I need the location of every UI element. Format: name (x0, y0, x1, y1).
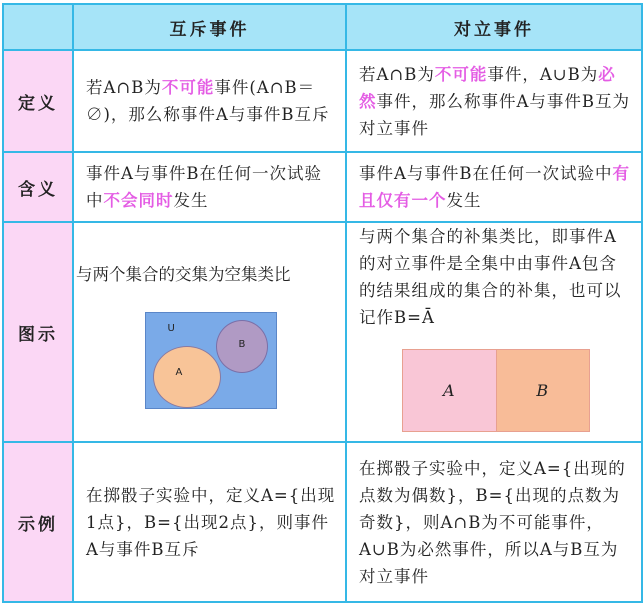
text-segment: 若A∩B为 (359, 64, 435, 84)
text-segment: 在掷骰子实验中，定义A={出现的点数为偶数}，B={出现的点数为奇数}，则A∩B为不可能事件，A∪B为必然事件，所以A与B互为对立事件 (359, 458, 626, 586)
set-a-label: A (175, 367, 184, 378)
cell-left (73, 152, 346, 222)
venn-diagram (145, 312, 277, 409)
highlighted-text: 不可能 (161, 78, 215, 97)
row-label: 图示 (3, 222, 73, 442)
universe-label: U (167, 323, 176, 334)
cell-text (76, 261, 345, 288)
row-label: 定义 (3, 50, 73, 152)
row-label: 示例 (3, 442, 73, 602)
text-segment: 事件，A∪B为 (487, 64, 599, 84)
cell-left (73, 442, 346, 602)
cell-right (346, 50, 642, 152)
text-segment: 在掷骰子实验中，定义A={出现1点}，B={出现2点}，则事件A与事件B互斥 (86, 485, 336, 559)
header-mutually-exclusive: 互斥事件 (73, 4, 346, 50)
highlighted-text: 有且仅有一个 (359, 164, 631, 210)
text-segment: 发生 (173, 191, 209, 210)
set-a-region: A (403, 350, 497, 431)
table-row-diagram (3, 222, 642, 442)
table-row-definition (3, 50, 642, 152)
header-row (3, 4, 642, 50)
cell-text (359, 223, 633, 331)
cell-left (73, 50, 346, 152)
set-b-circle (216, 320, 268, 373)
text-segment: 发生 (446, 191, 482, 210)
table-row-meaning (3, 152, 642, 222)
set-b-region: B (497, 350, 590, 431)
highlighted-text: 不可能 (434, 64, 488, 84)
header-complementary: 对立事件 (346, 4, 642, 50)
highlighted-text: 必然 (359, 64, 616, 111)
text-segment: 若A∩B为 (86, 78, 162, 97)
highlighted-text: 不会同时 (103, 191, 174, 210)
corner-cell (3, 4, 73, 50)
table-row-example (3, 442, 642, 602)
cell-right (346, 442, 642, 602)
text-segment: 事件(A∩B＝∅)，那么称事件A与事件B互斥 (86, 78, 330, 124)
text-segment: 与两个集合的交集为空集类比 (76, 265, 291, 284)
cell-right (346, 222, 642, 442)
text-segment: 与两个集合的补集类比，即事件A的对立事件是全集中由事件A包含的结果组成的集合的补集，也可以记作B=Ā (359, 227, 622, 327)
text-segment: 事件，那么称事件A与事件B互为对立事件 (359, 91, 631, 138)
text-segment: 事件A与事件B在任何一次试验中 (86, 164, 323, 210)
comparison-table (2, 3, 643, 603)
set-a-circle (153, 346, 221, 408)
row-label: 含义 (3, 152, 73, 222)
complement-diagram (402, 349, 590, 432)
text-segment: 事件A与事件B在任何一次试验中 (359, 164, 613, 183)
cell-left (73, 222, 346, 442)
cell-right (346, 152, 642, 222)
set-b-label: B (238, 339, 247, 350)
